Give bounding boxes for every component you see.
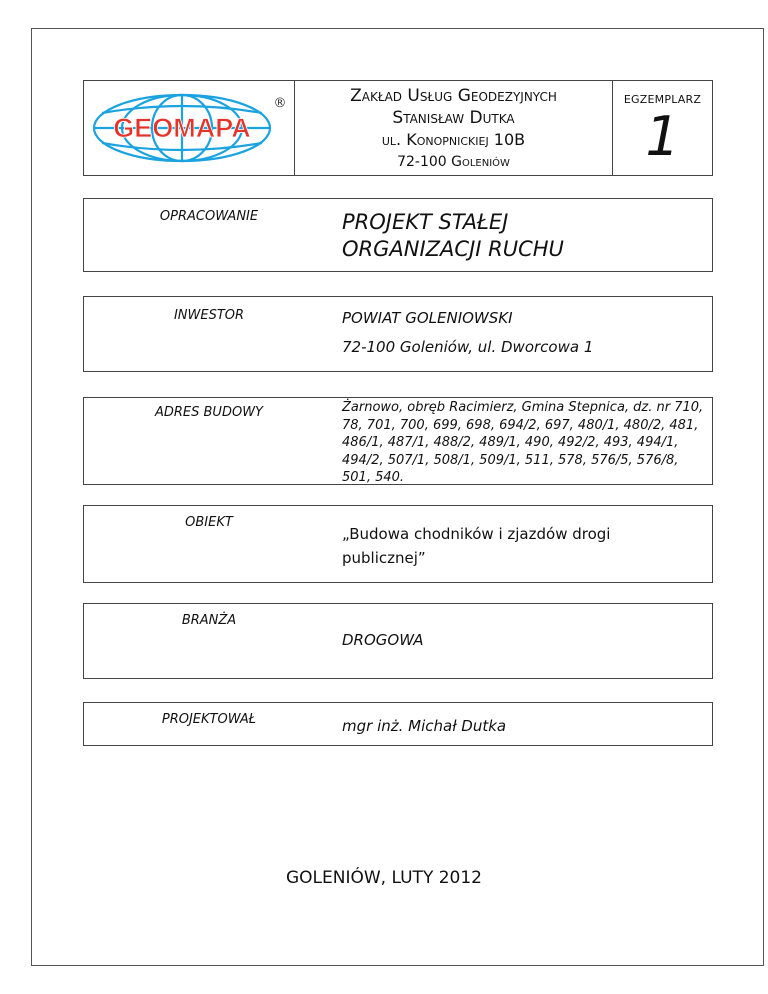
company-street: ul. Konopnickiej 10B bbox=[381, 130, 526, 149]
row-obiekt bbox=[83, 505, 713, 583]
company-city: 72-100 Goleniów bbox=[397, 154, 510, 170]
object-description: „Budowa chodników i zjazdów drogi publicznej” bbox=[342, 525, 611, 567]
row-label: OPRACOWANIE bbox=[159, 209, 259, 224]
row-label: ADRES BUDOWY bbox=[154, 405, 263, 420]
geomapa-logo bbox=[92, 91, 288, 165]
registered-mark: ® bbox=[273, 96, 287, 111]
company-owner: Stanisław Dutka bbox=[392, 108, 515, 128]
row-label: OBIEKT bbox=[185, 515, 233, 530]
row-value bbox=[342, 307, 593, 358]
copy-number: 1 bbox=[645, 105, 680, 168]
copy-cell bbox=[613, 81, 712, 175]
row-value bbox=[342, 209, 564, 263]
row-label: INWESTOR bbox=[173, 308, 245, 323]
investor-address: 72-100 Goleniów, ul. Dworcowa 1 bbox=[342, 338, 594, 356]
title-block-header bbox=[83, 80, 713, 176]
copy-label: EGZEMPLARZ bbox=[623, 93, 702, 106]
designer-name: mgr inż. Michał Dutka bbox=[342, 717, 507, 735]
project-title-line1: PROJEKT STAŁEJ bbox=[342, 210, 509, 234]
row-adres-budowy bbox=[83, 397, 713, 485]
place-date: GOLENIÓW, LUTY 2012 bbox=[286, 868, 482, 888]
row-branza bbox=[83, 603, 713, 679]
logo-cell bbox=[84, 81, 295, 175]
row-projektowal bbox=[83, 702, 713, 746]
company-info bbox=[295, 81, 613, 175]
company-name: Zakład Usług Geodezyjnych bbox=[350, 86, 557, 106]
row-opracowanie bbox=[83, 198, 713, 272]
row-inwestor bbox=[83, 296, 713, 372]
logo-text: GEOMAPA bbox=[113, 113, 251, 143]
investor-name: POWIAT GOLENIOWSKI bbox=[342, 309, 513, 327]
construction-address: Żarnowo, obręb Racimierz, Gmina Stepnica, dz. nr 710, 78, 701, 700, 699, 698, 694/2, 697, 480/1, 480/2, 481, 486/1, 487/1, 488/2, 489/1, 490, 492/2, 493, 494/1, 494/2, 507/1, 508/1, 509/1, 511, 578, 576/5, 576/8, 501, 540. bbox=[342, 400, 704, 485]
branch-value: DROGOWA bbox=[342, 631, 424, 649]
row-label: BRANŻA bbox=[181, 613, 237, 628]
project-title-line2: ORGANIZACJI RUCHU bbox=[342, 237, 564, 261]
row-label: PROJEKTOWAŁ bbox=[161, 712, 257, 727]
